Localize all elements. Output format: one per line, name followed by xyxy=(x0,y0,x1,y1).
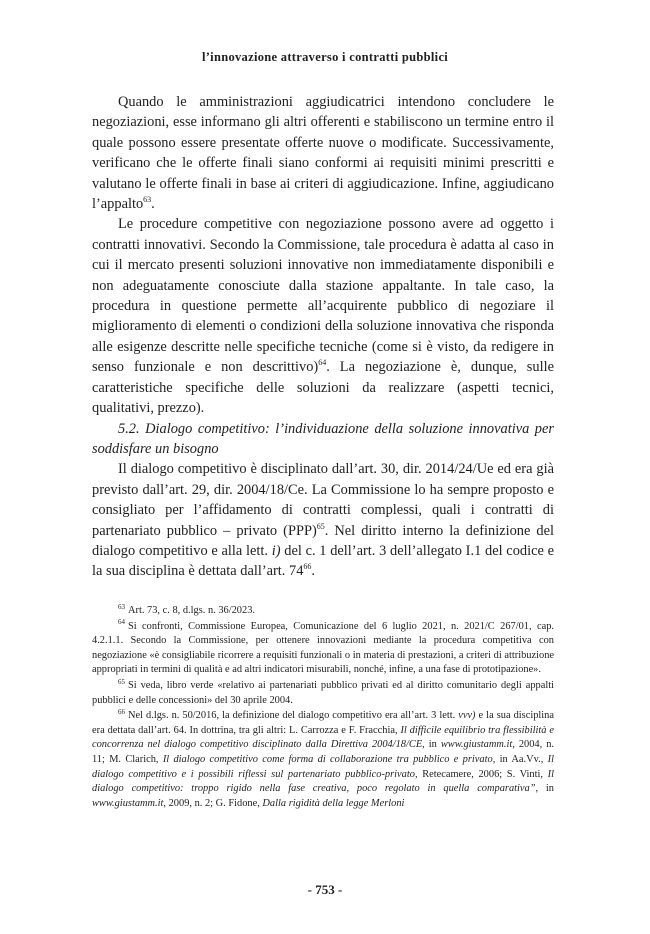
footnote-ref[interactable]: 66 xyxy=(303,562,312,572)
citation-title: Il dialogo competitivo: troppo rigido nella fase creativa, poco regolato in quella comparativa” xyxy=(92,768,554,795)
paragraph-text: del c. 1 dell’art. 3 dell’allegato I.1 del codice e la sua disciplina è dettata dall’art. 74 xyxy=(92,542,554,580)
footnote-number: 64 xyxy=(118,618,125,627)
section-heading: 5.2. Dialogo competitivo: l’individuazione della soluzione innovativa per soddisfare un bisogno xyxy=(92,420,554,457)
footnote-63 xyxy=(92,604,554,619)
citation-title: Il difficile equilibrio tra flessibilità e concorrenza nel dialogo competitivo disciplinato dalla Direttiva 2004/18/CE xyxy=(92,724,554,751)
footnote-ref[interactable]: 64 xyxy=(318,358,327,368)
paragraph-text: . La negoziazione è, dunque, sulle caratteristiche specifiche delle soluzioni da realizzare (aspetti tecnici, qualitativi, prezzo). xyxy=(92,359,554,417)
paragraph xyxy=(92,459,554,581)
running-head: l’innovazione attraverso i contratti pubblici xyxy=(201,50,449,64)
paragraph-text: . xyxy=(311,563,315,580)
paragraph-text: Il dialogo competitivo è disciplinato dall’art. 30, dir. 2014/24/Ue ed era già previsto dall’art. 29, dir. 2004/18/Ce. La Commissione lo ha sempre proposto e consigliato per l’affidamento di contratti complessi, quali i contratti di partenariato pubblico – privato (PPP) xyxy=(92,461,554,539)
page-number: - 753 - xyxy=(307,882,343,897)
footnote-text: e la sua disciplina era dettata dall’art. 64. In dottrina, tra gli altri: L. Carrozza e F. Fracchia, xyxy=(92,710,554,736)
paragraph-text: Quando le amministrazioni aggiudicatrici intendono concludere le negoziazioni, esse informano gli altri offerenti e stabiliscono un termine entro il quale possono essere presentate offerte nuove o modificate. Successivamente, verificano che le offerte finali siano conformi ai requisiti minimi prescritti e valutano le offerte finali in base ai criteri di aggiudicazione. Infine, aggiudicano l’appalto xyxy=(92,94,554,213)
paragraph xyxy=(92,92,554,214)
footnotes xyxy=(92,604,554,811)
footnote-number: 65 xyxy=(118,677,125,686)
citation-title: Il dialogo competitivo come forma di collaborazione tra pubblico e privato xyxy=(162,753,493,765)
footnote-text: , in xyxy=(422,739,441,751)
paragraph-text-italic: i) xyxy=(271,542,281,559)
footnote-text: Si confronti, Commissione Europea, Comunicazione del 6 luglio 2021, n. 2021/C 267/01, cap. 4.2.1.1. Secondo la Commissione, per ottenere innovazioni mediante la procedura competitiva con negoziazione «è consigliabile ricorrere a requisiti funzionali o in materia di prestazioni, a criteri di attribuzione appropriati in termini di qualità e ad altri indicatori misurabili, nonché, infine, a una fase di prototipazione». xyxy=(92,620,554,676)
footnote-text: , in xyxy=(535,783,554,795)
footnote-text: Art. 73, c. 8, d.lgs. n. 36/2023. xyxy=(128,605,255,616)
footnote-ref[interactable]: 65 xyxy=(316,521,325,531)
footnote-number: 66 xyxy=(118,707,125,716)
paragraph-text: . Nel diritto interno la definizione del dialogo competitivo e alla lett. xyxy=(92,522,554,559)
paragraph xyxy=(92,214,554,418)
footnote-ref[interactable]: 63 xyxy=(143,195,152,205)
citation-source: www.giustamm.it xyxy=(440,739,513,751)
footnote-text: , Retecamere, 2006; S. Vinti, xyxy=(414,768,548,780)
footnote-text: , in Aa.Vv., xyxy=(492,753,548,765)
paragraph-text: Le procedure competitive con negoziazione possono avere ad oggetto i contratti innovativi. Secondo la Commissione, tale procedura è adatta al caso in cui il mercato presenti soluzioni innovative non immediatamente disponibili e non adeguatamente conosciute dalla stazione appaltante. In tale caso, la procedura in questione permette all’acquirente pubblico di negoziare il miglioramento di elementi o condizioni della soluzione innovativa che risponda alle esigenze descritte nelle specifiche tecniche (come si è visto, da redigere in senso funzionale e non descrittivo) xyxy=(92,216,554,376)
paragraph-text: . xyxy=(151,196,155,213)
footnote-text: Nel d.lgs. n. 50/2016, la definizione del dialogo competitivo era all’art. 3 lett. xyxy=(128,710,459,722)
footnote-text: , 2009, n. 2; G. Fidone, xyxy=(163,797,263,809)
footnote-text-italic: vvv) xyxy=(458,710,476,722)
main-text xyxy=(92,92,554,582)
footnote-64 xyxy=(92,620,554,678)
footnote-text: Si veda, libro verde «relativo ai partenariati pubblico privati ed al diritto comunitario degli appalti pubblici e delle concessioni» del 30 aprile 2004. xyxy=(92,679,554,706)
citation-title: Il dialogo competitivo e i possibili riflessi sul partenariato pubblico-privato xyxy=(92,753,554,780)
footnote-text: , 2004, n. 11; M. Clarich, xyxy=(92,739,554,765)
footnote-65 xyxy=(92,679,554,708)
footnote-66 xyxy=(92,709,554,811)
citation-source: www.giustamm.it xyxy=(92,797,164,809)
footnote-number: 63 xyxy=(118,602,125,611)
citation-title: Dalla rigidità della legge Merloni xyxy=(262,797,405,809)
